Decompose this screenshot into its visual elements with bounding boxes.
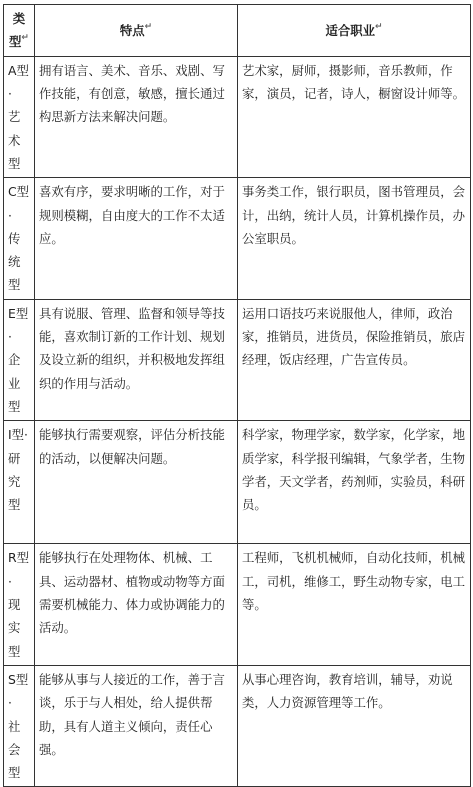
- careers-cell: [238, 178, 471, 300]
- traits-text: 拥有语言、美术、音乐、戏剧、写作技能，有创意，敏感，擅长通过构思新方法来解决问题。: [39, 62, 225, 125]
- type-label-line: I型·: [8, 427, 28, 443]
- type-label-line: 现实: [8, 596, 21, 636]
- type-label-line: A型·: [8, 62, 29, 101]
- traits-cell: [35, 56, 238, 178]
- traits-text: 能够执行需要观察，评估分析技能的活动，以便解决问题。: [39, 427, 225, 466]
- type-label-line: 型: [8, 497, 21, 513]
- careers-text: 艺术家，厨师，摄影师，音乐教师，作家，演员，记者，诗人，橱窗设计师等。: [242, 62, 466, 101]
- type-label-line: 研究: [8, 450, 21, 489]
- table-row: [4, 665, 471, 787]
- type-label-line: 企业: [8, 352, 21, 391]
- type-cell: [4, 56, 35, 178]
- type-label-line: S型·: [8, 671, 29, 711]
- type-label-line: 型: [8, 643, 21, 659]
- traits-text: 能够从事与人接近的工作，善于言谈，乐于与人相处，给人提供帮助，具有人道主义倾向，责任心强。: [39, 671, 225, 757]
- table-header-row: [4, 5, 471, 57]
- type-label-line: C型·: [8, 184, 30, 223]
- careers-cell: [238, 56, 471, 178]
- table-row: [4, 421, 471, 544]
- type-label-line: 型: [8, 155, 21, 171]
- traits-cell: [35, 178, 238, 300]
- type-label-line: 社会: [8, 718, 21, 757]
- traits-text: 喜欢有序，要求明晰的工作，对于规则模糊，自由度大的工作不太适应。: [39, 184, 225, 246]
- header-traits: 特点↵: [35, 5, 238, 57]
- type-label-line: 型: [8, 399, 21, 414]
- careers-text: 运用口语技巧来说服他人，律师，政治家，推销员，进货员，保险推销员，旅店经理，饭店经理，广告宣传员。: [242, 305, 466, 368]
- type-label-line: E型·: [8, 305, 29, 345]
- type-cell: [4, 544, 35, 666]
- table-row: [4, 544, 471, 666]
- careers-cell: [238, 299, 471, 421]
- type-cell: [4, 665, 35, 787]
- traits-cell: [35, 421, 238, 544]
- traits-text: 能够执行在处理物体、机械、工具、运动器材、植物或动物等方面需要机械能力、体力或协调能力的活动。: [39, 550, 225, 636]
- traits-text: 具有说服、管理、监督和领导等技能，喜欢制订新的工作计划、规划及设立新的组织，并积极地发挥组织的作用与活动。: [39, 305, 225, 391]
- type-label-line: R型·: [8, 550, 29, 589]
- header-careers: 适合职业↵: [238, 5, 471, 57]
- type-label-line: 型: [8, 765, 21, 781]
- type-cell: [4, 178, 35, 300]
- table-row: [4, 178, 471, 300]
- careers-text: 事务类工作，银行职员，图书管理员，会计，出纳，统计人员，计算机操作员，办公室职员。: [242, 184, 466, 246]
- careers-text: 从事心理咨询，教育培训，辅导，劝说类，人力资源管理等工作。: [242, 671, 453, 711]
- type-label-line: 艺术: [8, 109, 21, 148]
- type-label-line: 型: [8, 277, 21, 293]
- careers-text: 工程师，飞机机械师，自动化技师，机械工，司机，维修工，野生动物专家，电工等。: [242, 550, 466, 612]
- career-type-table: [3, 4, 471, 787]
- careers-text: 科学家，物理学家，数学家，化学家，地质学家，科学报刊编辑，气象学者，生物学者，天文学者，药剂师，实验员，科研员。: [242, 427, 466, 513]
- traits-cell: [35, 544, 238, 666]
- table-row: [4, 299, 471, 421]
- table-row: [4, 56, 471, 178]
- traits-cell: [35, 665, 238, 787]
- careers-cell: [238, 665, 471, 787]
- careers-cell: [238, 544, 471, 666]
- type-cell: [4, 421, 35, 544]
- type-cell: [4, 299, 35, 421]
- traits-cell: [35, 299, 238, 421]
- header-type: 类型↵: [4, 5, 35, 57]
- type-label-line: 传统: [8, 230, 21, 270]
- careers-cell: [238, 421, 471, 544]
